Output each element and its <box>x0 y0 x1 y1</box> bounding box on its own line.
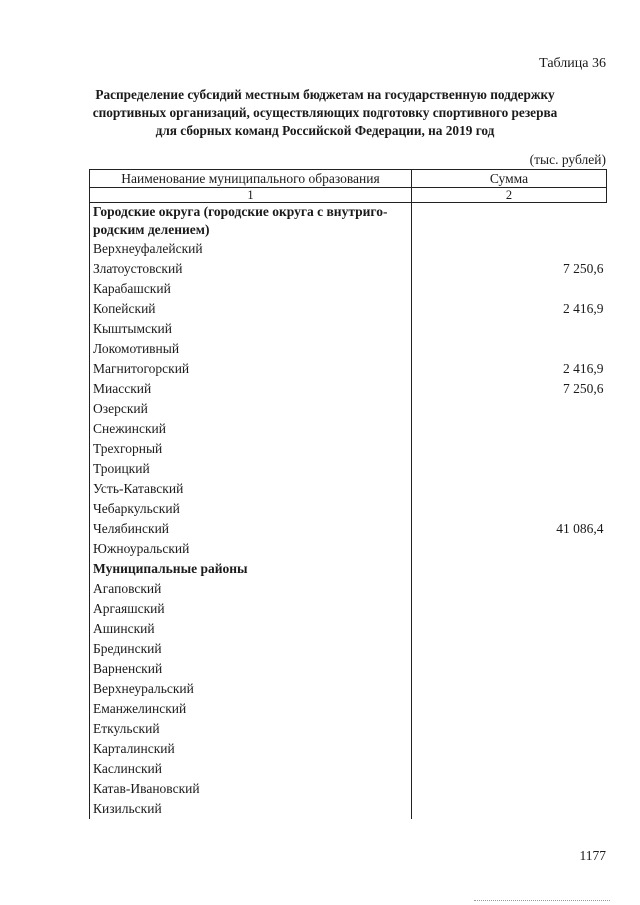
municipality-name: Южноуральский <box>90 539 412 559</box>
table-row <box>90 759 607 779</box>
municipality-name: Трехгорный <box>90 439 412 459</box>
group-header-row <box>90 559 607 579</box>
table-row <box>90 699 607 719</box>
table-row <box>90 339 607 359</box>
table-row <box>90 599 607 619</box>
subsidy-amount <box>412 319 607 339</box>
municipality-name: Копейский <box>90 299 412 319</box>
table-header-row <box>90 170 607 188</box>
document-title: Распределение субсидий местным бюджетам на государственную поддержку спортивных организаций, осуществляющих подготовку спортивного резерва для сборных команд Российской Федерации, на 2019 год <box>92 87 558 138</box>
municipality-name: Усть-Катавский <box>90 479 412 499</box>
municipality-name: Магнитогорский <box>90 359 412 379</box>
table-row <box>90 579 607 599</box>
municipality-name: Ашинский <box>90 619 412 639</box>
column-header-sum: Сумма <box>412 170 607 188</box>
table-row <box>90 399 607 419</box>
subsidy-amount: 2 416,9 <box>412 359 607 379</box>
table-row <box>90 279 607 299</box>
table-row <box>90 419 607 439</box>
municipality-name: Катав-Ивановский <box>90 779 412 799</box>
group-label: Городские округа (городские округа с внутриго-родским делением) <box>90 203 412 240</box>
table-row <box>90 639 607 659</box>
municipality-name: Кыштымский <box>90 319 412 339</box>
subsidy-amount <box>412 619 607 639</box>
table-row <box>90 499 607 519</box>
table-row <box>90 619 607 639</box>
group-sum-cell <box>412 559 607 579</box>
table-row <box>90 519 607 539</box>
table-row <box>90 779 607 799</box>
subsidy-amount <box>412 239 607 259</box>
table-number-label: Таблица 36 <box>539 56 606 71</box>
column-header-name: Наименование муниципального образования <box>90 170 412 188</box>
subsidy-amount <box>412 279 607 299</box>
municipality-name: Кизильский <box>90 799 412 819</box>
municipality-name: Чебаркульский <box>90 499 412 519</box>
subsidy-amount <box>412 739 607 759</box>
municipality-name: Озерский <box>90 399 412 419</box>
municipality-name: Аргаяшский <box>90 599 412 619</box>
subsidy-amount <box>412 799 607 819</box>
subsidy-amount: 7 250,6 <box>412 379 607 399</box>
municipality-name: Агаповский <box>90 579 412 599</box>
table-row <box>90 359 607 379</box>
municipality-name: Верхнеуральский <box>90 679 412 699</box>
municipality-name: Троицкий <box>90 459 412 479</box>
units-label: (тыс. рублей) <box>529 152 606 167</box>
subsidy-amount <box>412 699 607 719</box>
table-row <box>90 799 607 819</box>
group-header-row <box>90 203 607 240</box>
subsidy-amount <box>412 339 607 359</box>
table-row <box>90 439 607 459</box>
municipality-name: Челябинский <box>90 519 412 539</box>
subsidy-table <box>89 169 607 819</box>
municipality-name: Локомотивный <box>90 339 412 359</box>
municipality-name: Еткульский <box>90 719 412 739</box>
subsidy-amount: 2 416,9 <box>412 299 607 319</box>
subsidy-amount <box>412 759 607 779</box>
table-row <box>90 459 607 479</box>
municipality-name: Брединский <box>90 639 412 659</box>
table-row <box>90 239 607 259</box>
subsidy-amount <box>412 679 607 699</box>
group-label: Муниципальные районы <box>90 559 412 579</box>
table-row <box>90 379 607 399</box>
municipality-name: Верхнеуфалейский <box>90 239 412 259</box>
subsidy-amount <box>412 579 607 599</box>
table-row <box>90 259 607 279</box>
subsidy-amount <box>412 599 607 619</box>
table-row <box>90 679 607 699</box>
municipality-name: Каслинский <box>90 759 412 779</box>
table-row <box>90 479 607 499</box>
table-row <box>90 539 607 559</box>
subsidy-amount <box>412 719 607 739</box>
subsidy-amount: 7 250,6 <box>412 259 607 279</box>
municipality-name: Еманжелинский <box>90 699 412 719</box>
subsidy-amount <box>412 479 607 499</box>
municipality-name: Златоустовский <box>90 259 412 279</box>
subsidy-amount <box>412 639 607 659</box>
column-number-sum: 2 <box>412 188 607 203</box>
subsidy-amount <box>412 539 607 559</box>
table-row <box>90 719 607 739</box>
subsidy-amount <box>412 459 607 479</box>
column-number-name: 1 <box>90 188 412 203</box>
subsidy-amount: 41 086,4 <box>412 519 607 539</box>
column-number-row <box>90 188 607 203</box>
municipality-name: Снежинский <box>90 419 412 439</box>
table-body <box>90 203 607 820</box>
page-number: 1177 <box>579 848 606 863</box>
footer-line <box>474 900 610 901</box>
subsidy-amount <box>412 659 607 679</box>
municipality-name: Варненский <box>90 659 412 679</box>
municipality-name: Карталинский <box>90 739 412 759</box>
table-row <box>90 739 607 759</box>
subsidy-amount <box>412 399 607 419</box>
municipality-name: Карабашский <box>90 279 412 299</box>
subsidy-amount <box>412 419 607 439</box>
subsidy-amount <box>412 779 607 799</box>
table-row <box>90 659 607 679</box>
municipality-name: Миасский <box>90 379 412 399</box>
subsidy-amount <box>412 499 607 519</box>
subsidy-amount <box>412 439 607 459</box>
table-row <box>90 319 607 339</box>
group-sum-cell <box>412 203 607 240</box>
table-row <box>90 299 607 319</box>
